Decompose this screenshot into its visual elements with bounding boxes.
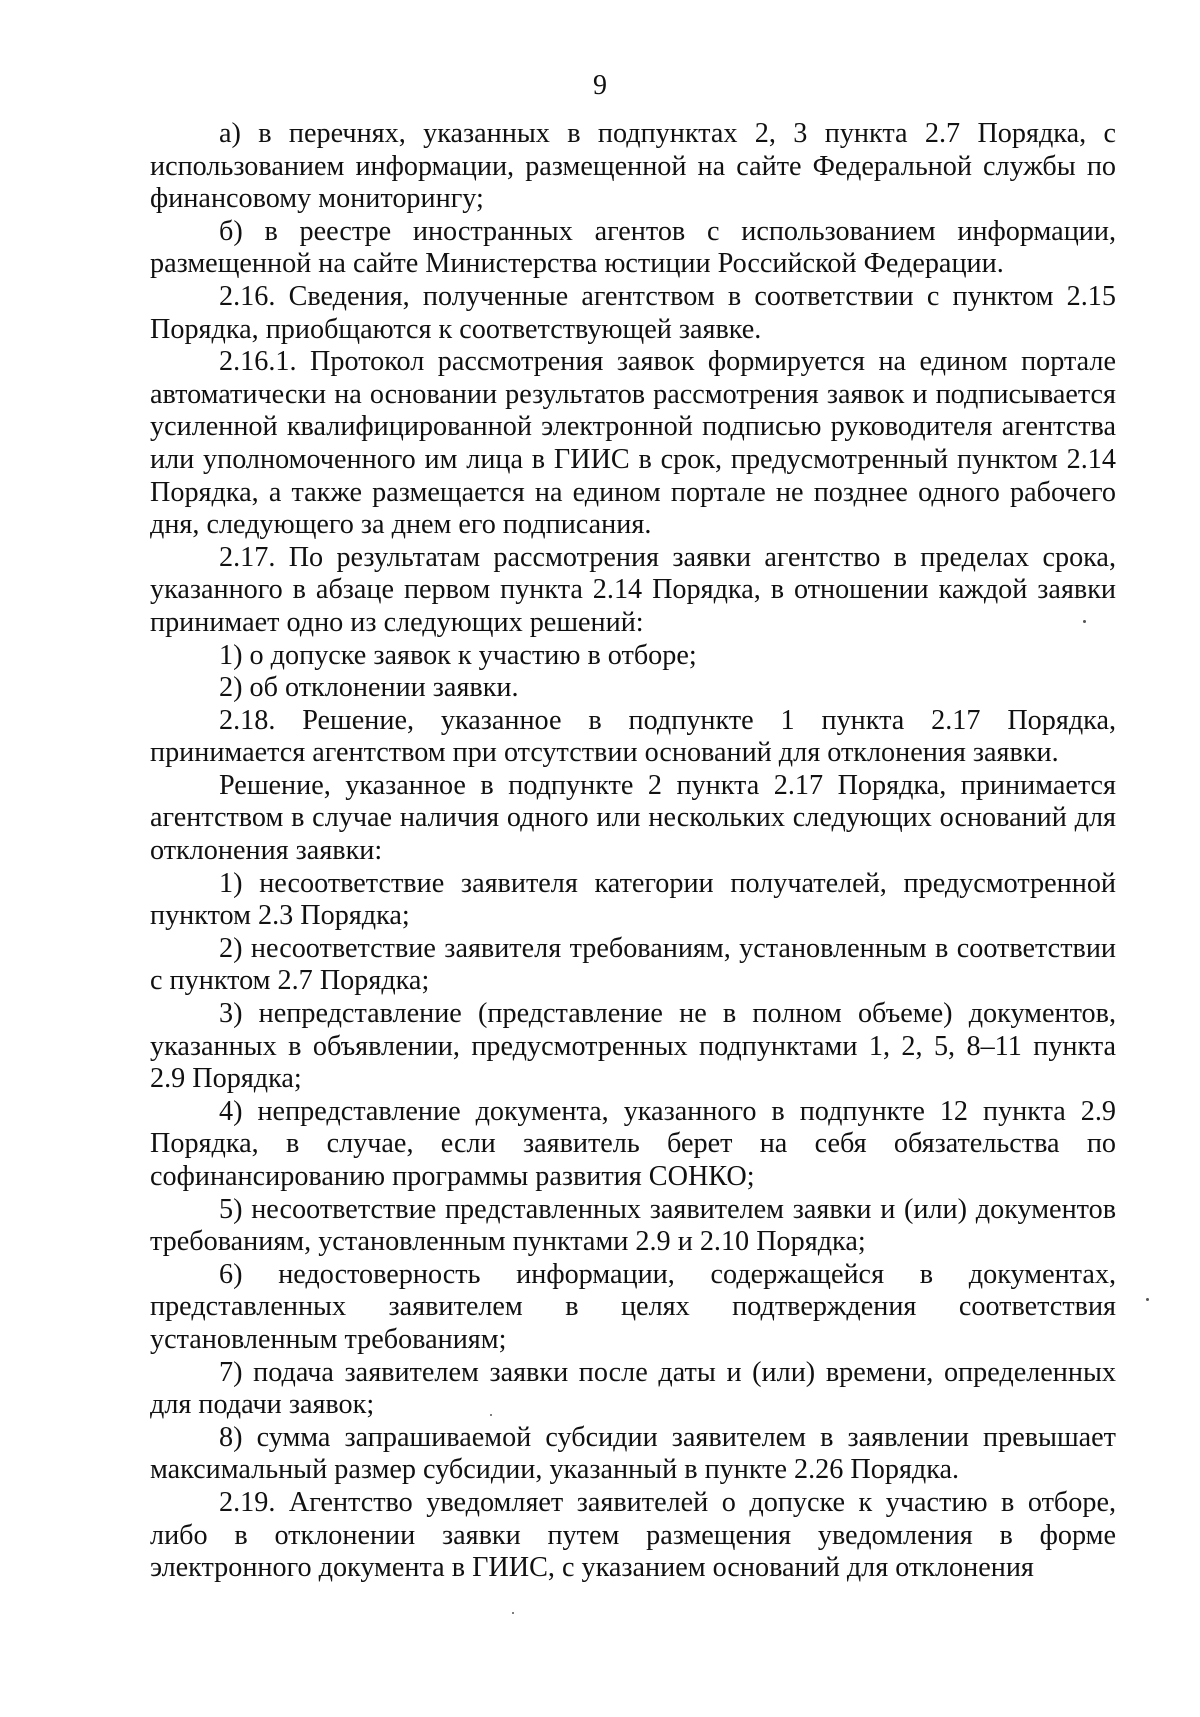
paragraph: 2.16.1. Протокол рассмотрения заявок формируется на едином портале автоматически на основании результатов рассмотрения заявок и подписывается усиленной квалифицированной электронной подписью руководителя агентства или уполномоченного им лица в ГИИС в срок, предусмотренный пунктом 2.14 Порядка, а также размещается на едином портале не позднее одного рабочего дня, следующего за днем его подписания.	[150, 346, 1116, 541]
paragraph: 1) о допуске заявок к участию в отборе;	[219, 639, 697, 671]
paragraph: б) в реестре иностранных агентов с использованием информации, размещенной на сайте Министерства юстиции Российской Федерации.	[150, 215, 1116, 280]
scan-speck	[1146, 1298, 1149, 1301]
paragraph: 2) несоответствие заявителя требованиям, установленным в соответствии с пунктом 2.7 Порядка;	[150, 932, 1116, 997]
paragraph: 2.17. По результатам рассмотрения заявки агентство в пределах срока, указанного в абзаце первом пункта 2.14 Порядка, в отношении каждой заявки принимает одно из следующих решений:	[150, 541, 1116, 638]
paragraph: 2.16. Сведения, полученные агентством в соответствии с пунктом 2.15 Порядка, приобщаются к соответствующей заявке.	[150, 280, 1116, 345]
paragraph: 4) непредставление документа, указанного в подпункте 12 пункта 2.9 Порядка, в случае, если заявитель берет на себя обязательства по софинансированию программы развития СОНКО;	[150, 1095, 1116, 1192]
paragraph: а) в перечнях, указанных в подпунктах 2, 3 пункта 2.7 Порядка, с использованием информации, размещенной на сайте Федеральной службы по финансовому мониторингу;	[150, 118, 1116, 215]
paragraph: 1) несоответствие заявителя категории получателей, предусмотренной пунктом 2.3 Порядка;	[150, 867, 1116, 932]
paragraph: 5) несоответствие представленных заявителем заявки и (или) документов требованиям, установленным пунктами 2.9 и 2.10 Порядка;	[150, 1193, 1116, 1258]
document-body	[150, 118, 1116, 1585]
paragraph: 3) непредставление (представление не в полном объеме) документов, указанных в объявлении, предусмотренных подпунктами 1, 2, 5, 8–11 пункта 2.9 Порядка;	[150, 998, 1116, 1095]
paragraph: 6) недостоверность информации, содержащейся в документах, представленных заявителем в целях подтверждения соответствия установленным требованиям;	[150, 1258, 1116, 1355]
page-number: 9	[593, 70, 607, 101]
scan-speck	[512, 1612, 514, 1614]
paragraph: 2) об отклонении заявки.	[219, 672, 519, 704]
paragraph: 7) подача заявителем заявки после даты и (или) времени, определенных для подачи заявок;	[150, 1356, 1116, 1421]
paragraph: 2.18. Решение, указанное в подпункте 1 пункта 2.17 Порядка, принимается агентством при отсутствии оснований для отклонения заявки.	[150, 704, 1116, 769]
scan-speck	[490, 1414, 492, 1416]
scan-speck	[1083, 620, 1086, 623]
paragraph: 2.19. Агентство уведомляет заявителей о допуске к участию в отборе, либо в отклонении заявки путем размещения уведомления в форме электронного документа в ГИИС, с указанием оснований для отклонения	[150, 1486, 1116, 1584]
paragraph: Решение, указанное в подпункте 2 пункта 2.17 Порядка, принимается агентством в случае наличия одного или нескольких следующих оснований для отклонения заявки:	[150, 769, 1116, 867]
paragraph: 8) сумма запрашиваемой субсидии заявителем в заявлении превышает максимальный размер субсидии, указанный в пункте 2.26 Порядка.	[150, 1421, 1116, 1486]
